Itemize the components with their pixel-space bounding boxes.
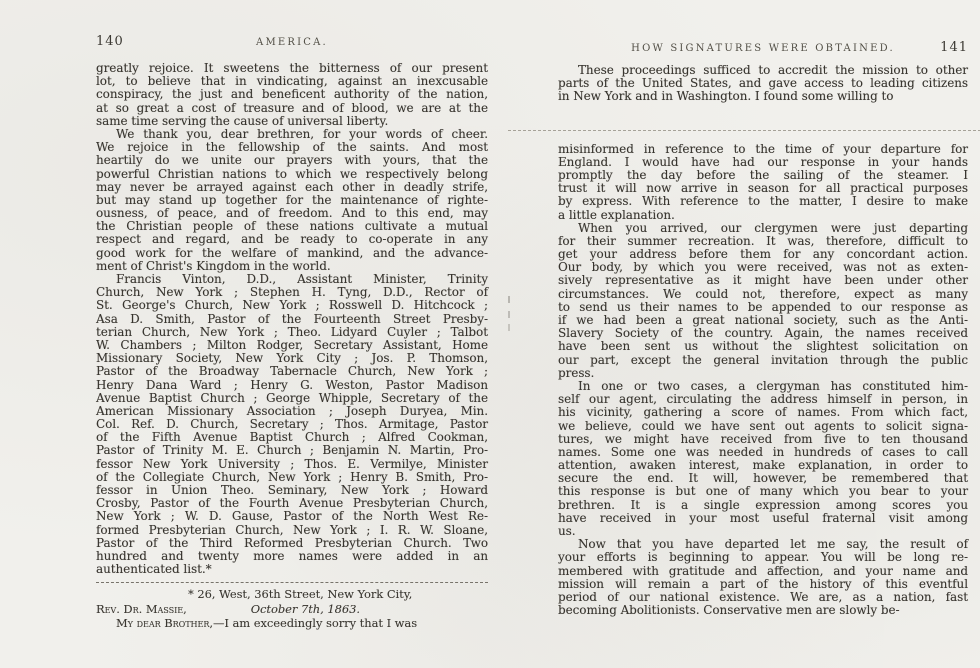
text-line: trust it will now arrive in season for all practical purposes [558,181,968,196]
left-page [96,34,488,630]
text-line: When you arrived, our clergymen were just departing [578,220,968,235]
text-line: Pastor of the Broadway Tabernacle Church, New York ; [96,364,488,379]
text-line: your efforts is beginning to appear. You will be long re- [558,550,968,565]
text-line: Avenue Baptist Church ; George Whipple, Secretary of the [96,390,488,405]
text-line: In one or two cases, a clergyman has constituted him- [578,378,968,393]
text-line: promptly the day before the sailing of the steamer. I [558,167,968,182]
right-page-body-bottom [558,143,968,618]
left-running-header [96,34,488,49]
text-line: the Christian people of these nations cultivate a mutual [96,219,488,234]
letter-salutation: Rev. Dr. Massie, [96,601,187,616]
paragraph [558,64,968,104]
text-line: heartily do we unite our prayers with yours, that the [96,153,488,168]
footnote-block [96,587,488,630]
text-line: we believe, could we have sent out agents to solicit signa- [558,418,968,433]
paragraph [96,273,488,576]
text-line: for their summer recreation. It was, therefore, difficult to [558,233,968,248]
text-line: We thank you, dear brethren, for your words of cheer. [116,126,488,141]
text-line: by express. With reference to the matter, I desire to make [558,194,968,209]
text-line: Col. Ref. D. Church, Secretary ; Thos. Armitage, Pastor [96,417,488,432]
text-line: Henry Dana Ward ; Henry G. Weston, Pastor Madison [96,377,488,392]
text-line: Missionary Society, New York City ; Jos. P. Thomson, [96,351,488,366]
letter-opening-rest: —I am exceedingly sorry that I was [213,615,418,630]
text-line: respect and regard, and be ready to co-operate in any [96,232,488,247]
text-line: fessor New York University ; Thos. E. Vermilye, Minister [96,456,488,471]
letter-heading-row [96,602,488,616]
text-line: have been sent us without the slightest solicitation on [558,339,968,354]
text-line: period of our national existence. We are, as a nation, fast [558,589,968,604]
text-line: good work for the welfare of mankind, and the advance- [96,245,488,260]
text-line: may never be arrayed against each other in deadly strife, [96,179,488,194]
text-line: of the Fifth Avenue Baptist Church ; Alfred Cookman, [96,430,488,445]
right-page-body-top [558,64,968,104]
text-line: Pastor of Trinity M. E. Church ; Benjamin N. Martin, Pro- [96,443,488,458]
text-line: authenticated list.* [96,562,212,577]
text-line: ousness, of peace, and of freedom. And to this end, may [96,206,488,221]
text-line: greatly rejoice. It sweetens the bitterness of our present [96,61,488,75]
text-line: Crosby, Pastor of the Fourth Avenue Presbyterian Church, [96,496,488,511]
right-running-header [558,40,968,55]
text-line: us. [558,524,576,538]
text-line: brethren. It is a single expression among scores you [558,497,968,512]
letter-opening-line [96,616,488,630]
text-line: in New York and in Washington. I found some willing to [558,89,894,104]
text-line: Church, New York ; Stephen H. Tyng, D.D., Rector of [96,285,488,300]
text-line: same time serving the cause of universal liberty. [96,113,389,128]
right-page-number: 141 [940,40,968,55]
text-line: W. Chambers ; Milton Rodger, Secretary Assistant, Home [96,337,488,352]
text-line: Slavery Society of the country. Again, the names received [558,326,968,341]
text-line: England. I would have had our response in your hands [558,154,968,169]
text-line: St. George's Church, New York ; Rosswell D. Hitchcock ; [96,298,488,313]
text-line: if we had been a great national society, such as the Anti- [558,313,968,327]
text-line: conspiracy, the just and beneficent authority of the nation, [96,87,488,102]
text-line: tures, we might have received from five to ten thousand [558,431,968,446]
text-line: at so great a cost of treasure and of blood, we are at the [96,100,488,115]
text-line: of the Collegiate Church, New York ; Henry B. Smith, Pro- [96,469,488,484]
left-page-body [96,62,488,576]
text-line: our part, except the general invitation through the public [558,352,968,367]
text-line: powerful Christian nations to which we respectively belong [96,166,488,181]
text-line: Now that you have departed let me say, the result of [578,537,968,552]
text-line: self our agent, circulating the address himself in person, in [558,392,968,407]
text-line: to send us their names to be appended to our response as [558,299,968,314]
text-line: Francis Vinton, D.D., Assistant Minister, Trinity [116,272,488,286]
text-line: terian Church, New York ; Theo. Lidyard Cuyler ; Talbot [96,324,488,339]
text-line: Pastor of the Third Reformed Presbyterian Church. Two [96,535,488,550]
text-line: misinformed in reference to the time of your departure for [558,141,968,156]
text-line: this response is but one of many which you bear to your [558,484,968,499]
right-page [558,40,968,617]
text-line: These proceedings sufficed to accredit the mission to other [578,63,968,77]
paragraph [558,222,968,380]
text-line: formed Presbyterian Church, New York ; I. R. W. Sloane, [96,522,488,537]
text-line: Asa D. Smith, Pastor of the Fourteenth Street Presby- [96,311,488,326]
paragraph [96,128,488,273]
letter-opening-smallcaps: My dear Brother, [116,615,213,630]
paragraph [96,62,488,128]
text-line: his vicinity, gathering a score of names. From which fact, [558,405,968,420]
text-line: lot, to believe that in vindicating, against an inexcusable [96,74,488,89]
footnote-rule [96,582,488,583]
footnote-address: * 26, West, 36th Street, New York City, [188,587,413,602]
paragraph [558,143,968,222]
text-line: but may stand up together for the maintenance of righte- [96,192,488,207]
right-running-title: HOW SIGNATURES WERE OBTAINED. [631,43,895,54]
text-line: get your address before them for any concordant action. [558,247,968,262]
letter-date: October 7th, 1863. [250,601,360,616]
text-line: mission will remain a part of the history of this eventful [558,576,968,591]
crease-line [508,130,980,131]
text-line: membered with gratitude and affection, and your name and [558,563,968,578]
paragraph [558,538,968,617]
left-page-number: 140 [96,34,124,49]
text-line: We rejoice in the fellowship of the saints. And most [96,140,488,155]
text-line: sively representative as it might have been under other [558,273,968,288]
text-line: ment of Christ's Kingdom in the world. [96,258,331,273]
text-line: hundred and twenty more names were added in an [96,548,488,563]
text-line: parts of the United States, and gave access to leading citizens [558,76,968,91]
text-line: a little explanation. [558,207,675,222]
text-line: fessor in Union Theo. Seminary, New York ; Howard [96,483,488,497]
paragraph [558,380,968,538]
text-line: secure the end. It will, however, be remembered that [558,471,968,486]
text-line: attention, awaken interest, make explanation, in order to [558,458,968,473]
text-line: have received in your most useful fraternal visit among [558,510,968,525]
scan-artifact [508,296,510,303]
text-line: Our body, by which you were received, was not as exten- [558,260,968,275]
text-line: New York ; W. D. Gause, Pastor of the North West Re- [96,509,488,524]
text-line: press. [558,365,595,380]
text-line: circumstances. We could not, therefore, expect as many [558,286,968,301]
text-line: names. Some one was needed in hundreds of cases to call [558,444,968,459]
text-line: American Missionary Association ; Joseph Duryea, Min. [96,403,488,418]
left-running-title: AMERICA. [256,37,328,48]
text-line: becoming Abolitionists. Conservative men are slowly be- [558,603,900,618]
